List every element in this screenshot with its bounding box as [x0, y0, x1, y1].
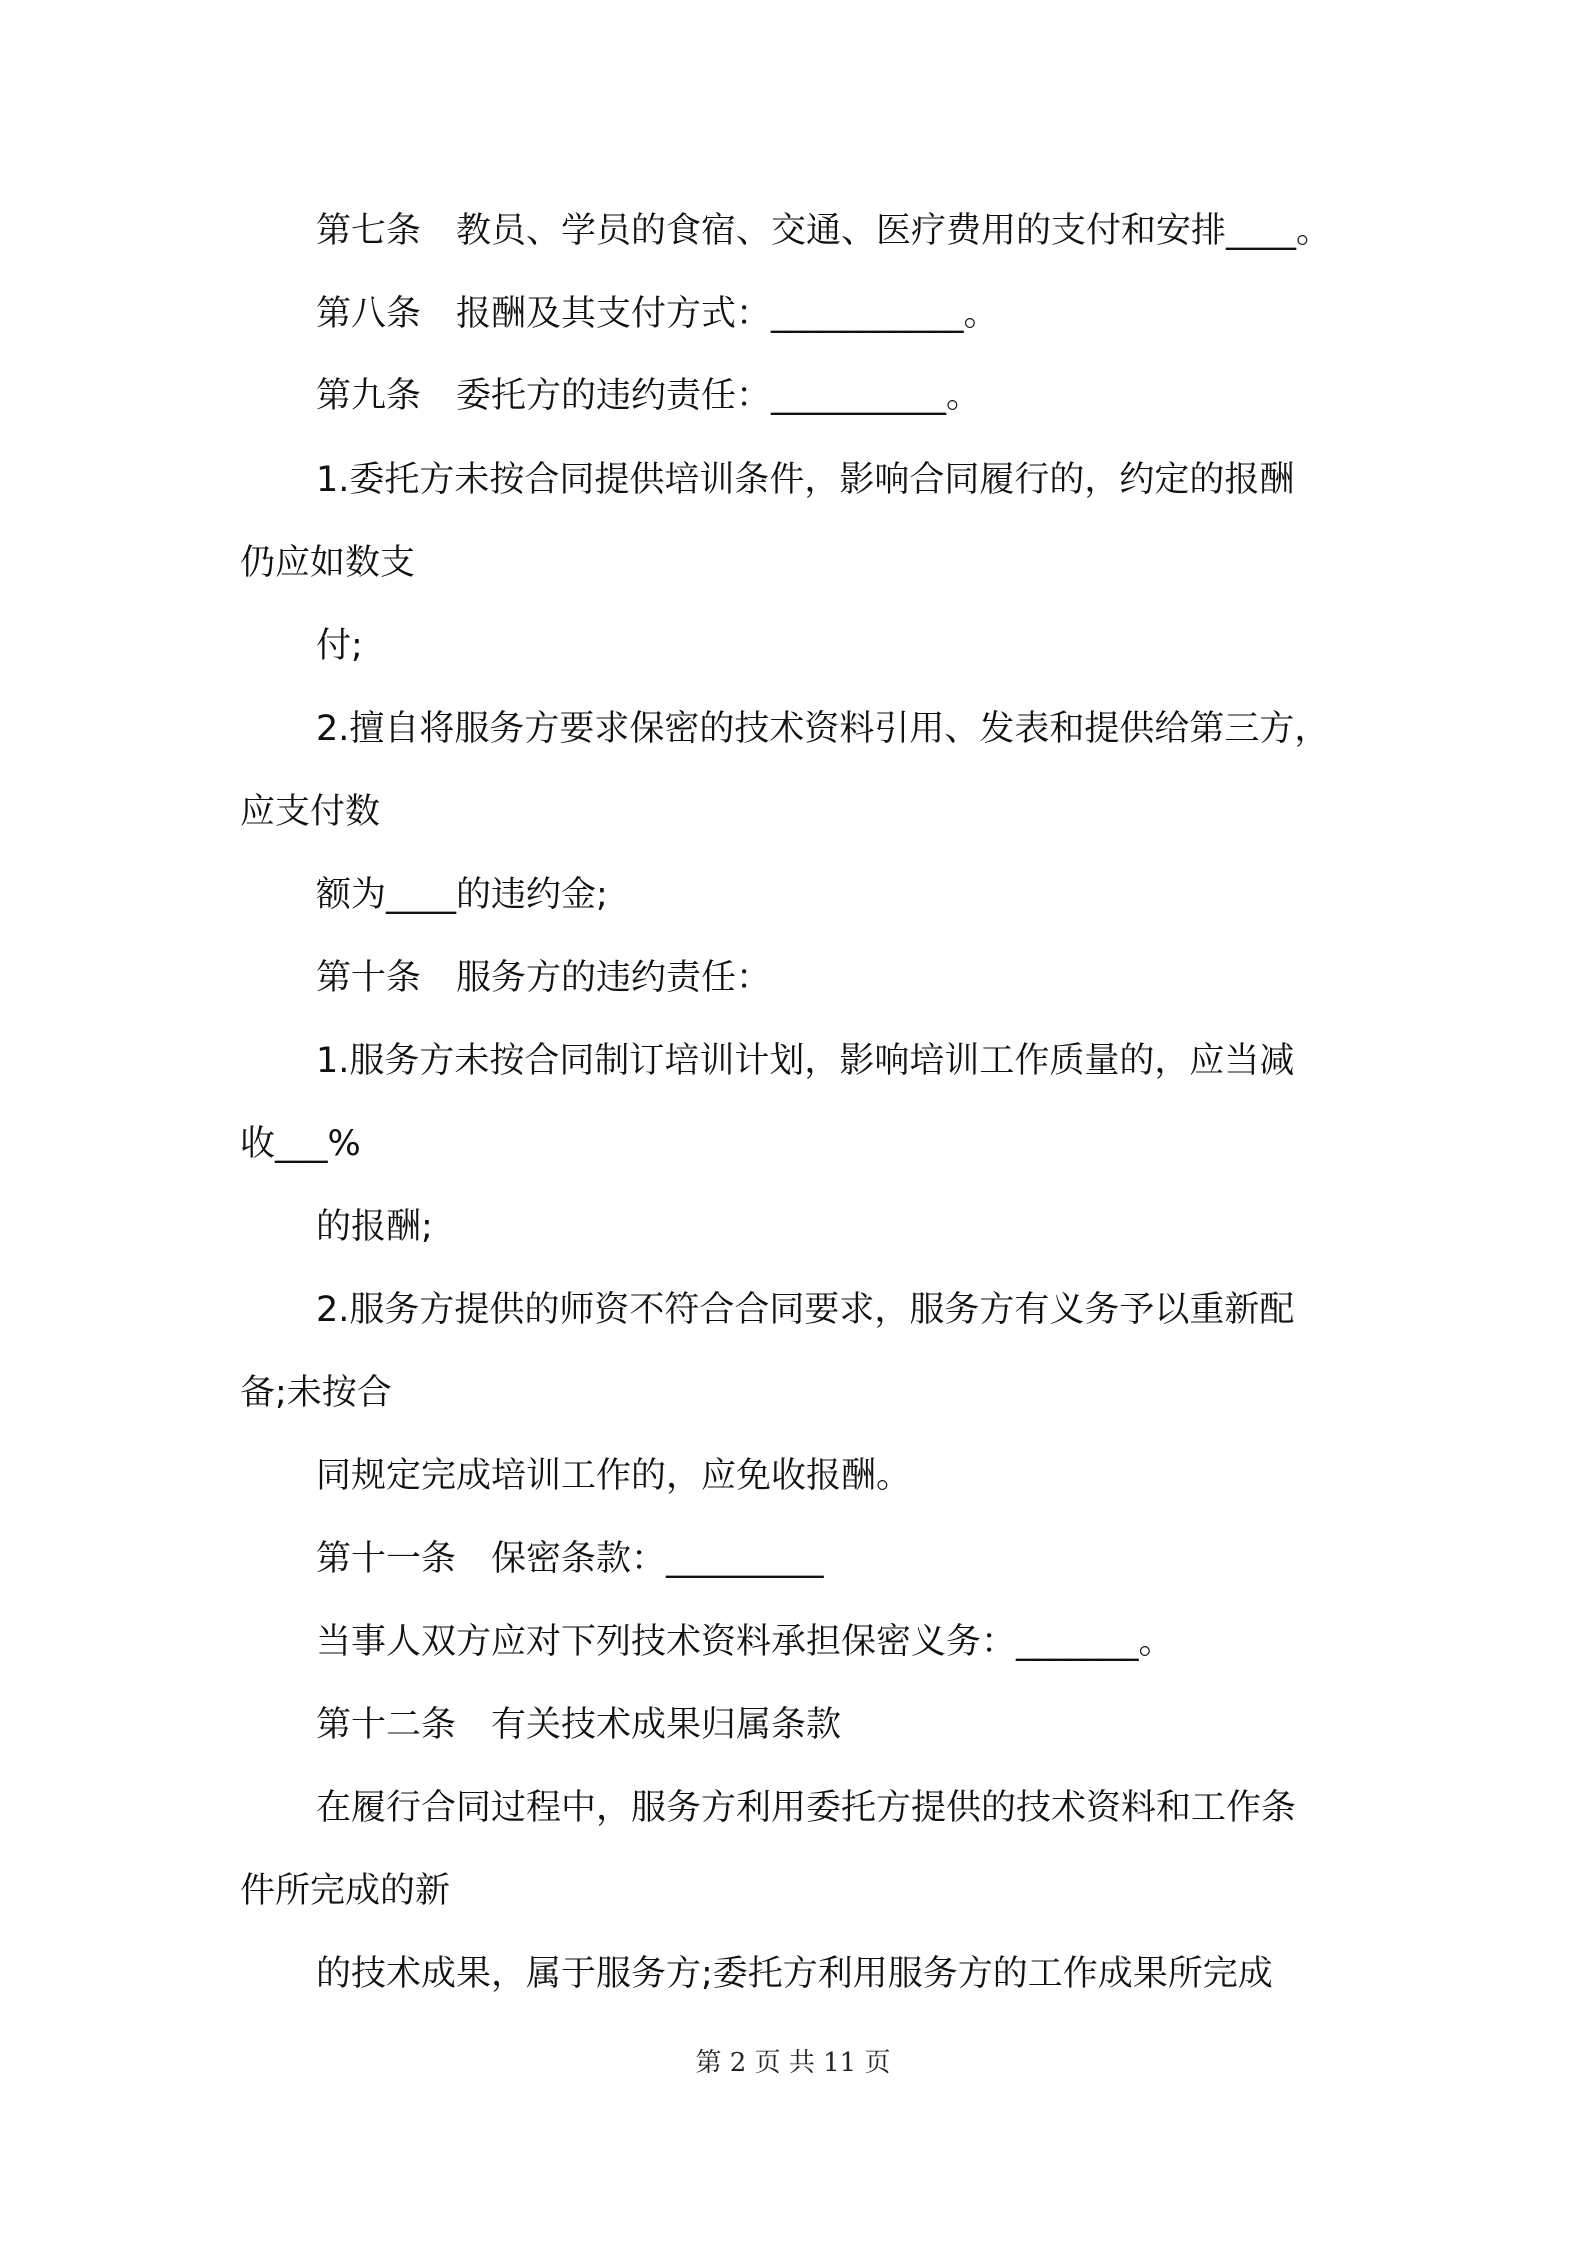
article-10-line: 第十条 服务方的违约责任：	[316, 958, 772, 998]
article-9-item-2-line-2: 应支付数	[240, 792, 381, 832]
article-9-item-1-line-2: 仍应如数支	[240, 543, 416, 583]
article-9-item-2-line-1: 2.擅自将服务方要求保密的技术资料引用、发表和提供给第三方，	[316, 709, 1330, 749]
article-10-item-2-line-1: 2.服务方提供的师资不符合合同要求，服务方有义务予以重新配	[316, 1290, 1295, 1330]
article-10-item-1-line-1: 1.服务方未按合同制订培训计划，影响培训工作质量的，应当减	[316, 1041, 1295, 1081]
article-9-line: 第九条 委托方的违约责任：__________。	[316, 376, 982, 416]
confidentiality-line: 当事人双方应对下列技术资料承担保密义务：_______。	[316, 1622, 1174, 1662]
article-9-item-1-line-1: 1.委托方未按合同提供培训条件，影响合同履行的，约定的报酬	[316, 460, 1295, 500]
article-10-item-1-line-3: 的报酬;	[316, 1207, 433, 1247]
article-9-item-1-line-3: 付;	[316, 626, 363, 666]
ownership-line-2: 件所完成的新	[240, 1871, 451, 1911]
ownership-line-1: 在履行合同过程中，服务方利用委托方提供的技术资料和工作条	[316, 1788, 1297, 1828]
page-number-footer: 第 2 页 共 11 页	[695, 2048, 891, 2078]
article-8-line: 第八条 报酬及其支付方式：___________。	[316, 294, 999, 334]
article-10-item-1-line-2: 收___%	[240, 1124, 361, 1164]
article-10-item-2-line-3: 同规定完成培训工作的，应免收报酬。	[316, 1456, 912, 1496]
article-9-item-2-line-3: 额为____的违约金;	[316, 875, 608, 915]
article-11-line: 第十一条 保密条款：_________	[316, 1539, 824, 1579]
article-10-item-2-line-2: 备;未按合	[240, 1373, 392, 1413]
article-12-line: 第十二条 有关技术成果归属条款	[316, 1705, 842, 1745]
article-7-line: 第七条 教员、学员的食宿、交通、医疗费用的支付和安排____。	[316, 211, 1332, 251]
ownership-line-3: 的技术成果，属于服务方;委托方利用服务方的工作成果所完成	[316, 1954, 1273, 1994]
